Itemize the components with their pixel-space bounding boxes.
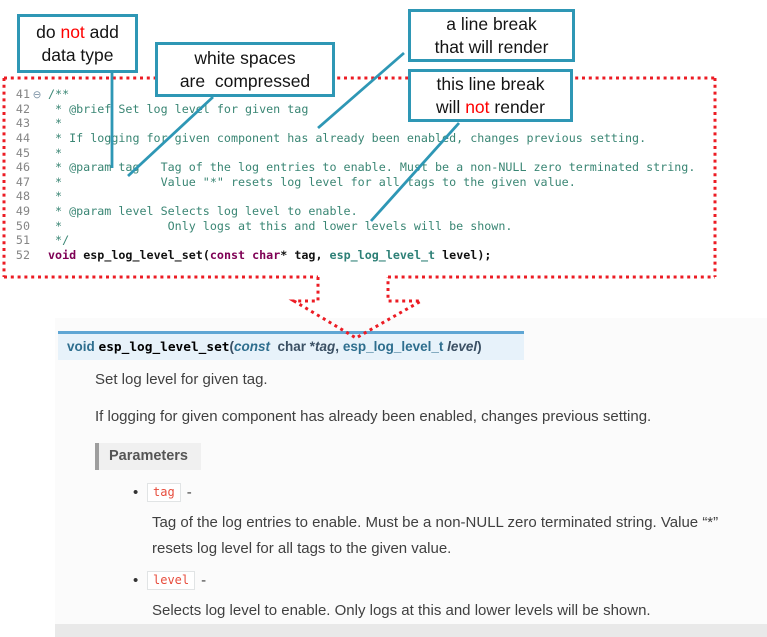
- callout-text-line: [437, 73, 545, 96]
- line-number: 44: [15, 130, 30, 145]
- code-line: [10, 87, 695, 102]
- code-line: [10, 160, 695, 175]
- callout-text-line: [36, 21, 119, 44]
- code-token: * @param tag Tag of the log entries to enable. Must be a non-NULL zero terminated string.: [48, 160, 696, 175]
- code-text: [48, 146, 62, 160]
- callout-text: not: [60, 21, 85, 42]
- callout-text: a line break: [446, 13, 537, 34]
- code-text: [48, 204, 358, 218]
- callout-text: not: [465, 96, 490, 117]
- callout-do-not-add-data-type: [17, 14, 138, 73]
- code-text: [48, 87, 69, 101]
- param-separator: -: [201, 572, 207, 589]
- function-signature: [67, 339, 482, 355]
- code-token: esp_log_level_set: [83, 248, 203, 263]
- code-line: [10, 219, 695, 234]
- callout-text: white spaces: [194, 47, 296, 68]
- callout-text: data type: [41, 44, 114, 65]
- param-item: [133, 482, 752, 562]
- param-item: [133, 570, 752, 624]
- code-token: */: [48, 233, 70, 248]
- line-number: 45: [15, 145, 30, 160]
- code-token: *: [48, 116, 63, 131]
- signature-token: (: [229, 339, 234, 354]
- code-line: [10, 233, 695, 248]
- callout-text: are compressed: [179, 70, 311, 91]
- code-text: [48, 102, 308, 116]
- code-token: (: [202, 248, 210, 263]
- callout-text: will: [436, 96, 466, 117]
- code-token: const: [209, 248, 246, 263]
- code-text: [48, 233, 69, 247]
- code-text: [48, 248, 491, 262]
- callout-text-line: [435, 36, 549, 59]
- line-number: 47: [15, 174, 30, 189]
- param-name-chip: tag: [147, 483, 181, 502]
- code-line: [10, 131, 695, 146]
- code-token: * @param level Selects log level to enable.: [48, 204, 358, 219]
- param-row: [133, 482, 752, 503]
- bullet-marker-icon: •: [133, 484, 139, 501]
- code-line: [10, 116, 695, 131]
- param-separator: -: [186, 484, 192, 501]
- code-token: * If logging for given component has already been enabled, changes previous setting.: [48, 130, 647, 145]
- description-text: If logging for given component has already been enabled, changes previous setting.: [95, 408, 652, 425]
- line-number: 52: [15, 248, 30, 263]
- callout-line-break-renders: [408, 9, 575, 62]
- line-number: 42: [15, 101, 30, 116]
- signature-token: void: [67, 339, 99, 354]
- line-number: 46: [15, 160, 30, 175]
- code-editor: [10, 87, 695, 263]
- code-token: *: [48, 145, 63, 160]
- callout-text: render: [489, 96, 545, 117]
- code-text: [48, 116, 62, 130]
- code-line: [10, 102, 695, 117]
- code-text: [48, 131, 646, 145]
- callout-text: do: [36, 21, 61, 42]
- line-number: 49: [15, 204, 30, 219]
- code-text: [48, 160, 695, 174]
- code-line: [10, 189, 695, 204]
- signature-token: ,: [335, 339, 343, 354]
- signature-token: ): [477, 339, 482, 354]
- signature-token: tag: [315, 339, 336, 354]
- fold-collapse-icon[interactable]: ⊖: [32, 89, 42, 101]
- param-description: Tag of the log entries to enable. Must be a non-NULL zero terminated string. Value “*” resets log level for all tags to the given value.: [152, 514, 719, 557]
- code-line: [10, 204, 695, 219]
- line-number: 41: [15, 87, 30, 101]
- code-text: [48, 219, 512, 233]
- code-token: /**: [48, 87, 70, 101]
- line-number: 48: [15, 189, 30, 204]
- callout-text-line: [436, 96, 545, 119]
- signature-token: level: [447, 339, 478, 354]
- code-token: void: [48, 248, 77, 263]
- code-token: *: [48, 189, 63, 204]
- code-token: * @brief Set log level for given tag: [48, 101, 309, 116]
- param-description: Selects log level to enable. Only logs at this and lower levels will be shown.: [152, 602, 651, 619]
- code-line: [10, 146, 695, 161]
- parameters-header: Parameters: [95, 443, 201, 470]
- code-token: * Value "*" resets log level for all tags to the given value.: [48, 174, 576, 189]
- code-text: [48, 189, 62, 203]
- code-token: * Only logs at this and lower levels will be shown.: [48, 218, 513, 233]
- code-token: esp_log_level_t: [329, 248, 436, 263]
- code-line: [10, 248, 695, 263]
- line-number: 51: [15, 233, 30, 248]
- signature-token: const: [234, 339, 271, 354]
- callout-white-spaces-compressed: [155, 42, 335, 97]
- callout-line-break-not-render: [408, 69, 573, 122]
- param-row: [133, 570, 752, 591]
- code-token: * tag,: [280, 248, 330, 263]
- bullet-marker-icon: •: [133, 572, 139, 589]
- callout-text-line: [194, 47, 295, 70]
- callout-text-line: [42, 44, 114, 67]
- code-line: [10, 175, 695, 190]
- line-number: 50: [15, 218, 30, 233]
- callout-text: this line break: [436, 73, 545, 94]
- code-token: char: [252, 248, 281, 263]
- brief-text: Set log level for given tag.: [95, 371, 268, 388]
- callout-text-line: [446, 13, 536, 36]
- signature-token: char *: [270, 339, 316, 354]
- callout-text-line: [180, 70, 310, 93]
- type-link[interactable]: esp_log_level_t: [342, 339, 444, 354]
- function-signature-banner: [58, 331, 524, 360]
- code-text: [48, 175, 576, 189]
- line-number: 43: [15, 116, 30, 131]
- callout-text: add: [84, 21, 119, 42]
- param-name-chip: level: [147, 571, 195, 590]
- callout-text: that will render: [434, 36, 549, 57]
- doc-bottom-strip: [55, 624, 767, 637]
- function-name: esp_log_level_set: [98, 340, 230, 355]
- code-token: level);: [435, 248, 492, 263]
